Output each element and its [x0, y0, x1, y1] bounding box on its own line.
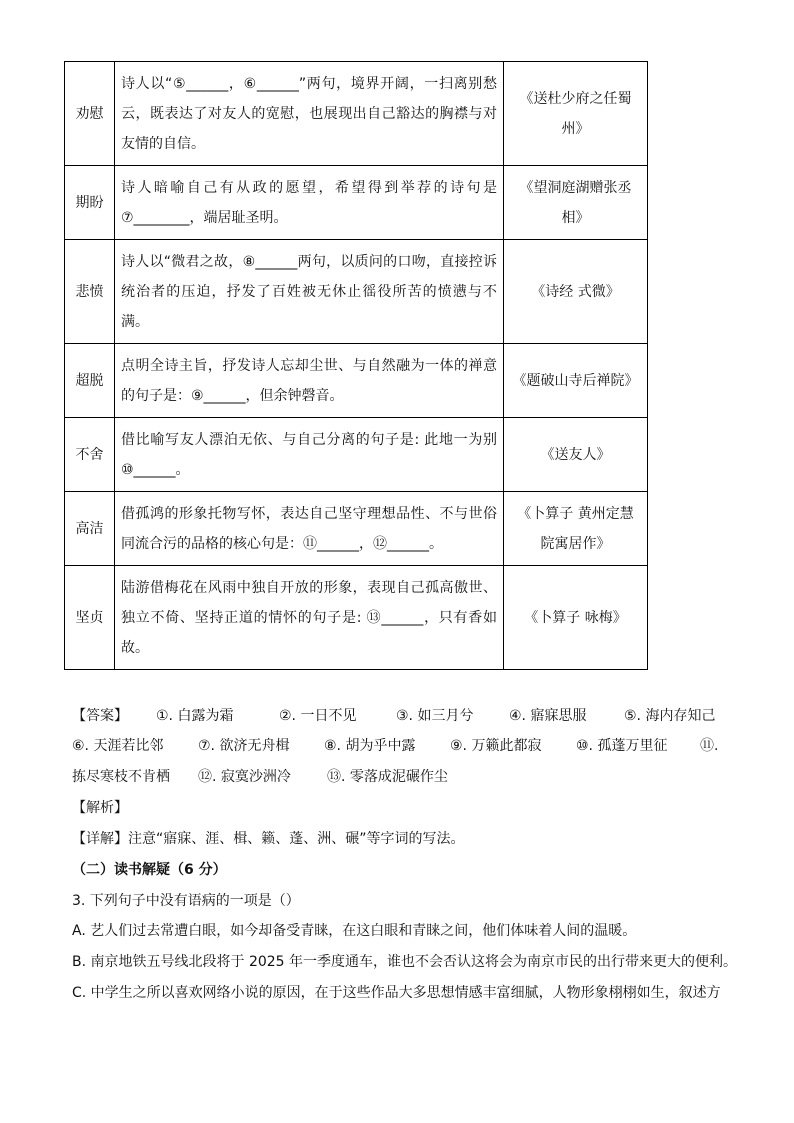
row-source: 《送友人》 — [504, 418, 648, 492]
poetry-fill-table — [64, 61, 648, 670]
table-row — [65, 240, 648, 344]
row-description: 借孤鸿的形象托物写怀，表达自己坚守理想品性、不与世俗同流合污的品格的核心句是：⑪______，⑫______。 — [115, 492, 504, 566]
row-description: 诗人以“微君之故，⑧______两句，以质问的口吻，直接控诉统治者的压迫，抒发了百姓被无休止徭役所苦的愤懑与不满。 — [115, 240, 504, 344]
answer-item: ⑫. 寂寞沙洲冷 — [198, 769, 291, 785]
answer-item: ⑪. — [700, 738, 719, 754]
answer-item: ②. 一日不见 — [279, 708, 357, 724]
question-stem: 3. 下列句子中没有语病的一项是（） — [72, 893, 300, 909]
table-row — [65, 344, 648, 418]
answer-item: ③. 如三月兮 — [396, 708, 474, 724]
row-label: 不舍 — [65, 418, 115, 492]
row-source: 《卜算子 黄州定慧院寓居作》 — [504, 492, 648, 566]
answer-item: ⑦. 欲济无舟楫 — [198, 738, 290, 754]
table-row — [65, 166, 648, 240]
answer-item: ⑨. 万籁此都寂 — [450, 738, 542, 754]
row-source: 《诗经 式微》 — [504, 240, 648, 344]
answer-item: ⑧. 胡为乎中露 — [324, 738, 416, 754]
answer-item: 拣尽寒枝不肯栖 — [72, 769, 170, 785]
table-row — [65, 492, 648, 566]
analysis-heading: 【解析】 — [72, 800, 128, 816]
table-row — [65, 418, 648, 492]
row-label: 劝慰 — [65, 62, 115, 166]
row-description: 借比喻写友人漂泊无依、与自己分离的句子是: 此地一为别⑩______。 — [115, 418, 504, 492]
section-title: （二）读书解疑（6 分） — [72, 862, 227, 878]
answer-item: ⑤. 海内存知己 — [624, 708, 716, 724]
answer-line-1 — [72, 706, 715, 726]
answer-item: ⑬. 零落成泥碾作尘 — [327, 769, 448, 785]
answer-item: ⑩. 孤蓬万里征 — [576, 738, 668, 754]
row-description: 诗人暗喻自己有从政的愿望，希望得到举荐的诗句是⑦________，端居耻圣明。 — [115, 166, 504, 240]
table-row — [65, 62, 648, 166]
row-source: 《望洞庭湖赠张丞相》 — [504, 166, 648, 240]
option-b: B. 南京地铁五号线北段将于 2025 年一季度通车，谁也不会否认这将会为南京市民的出行带来更大的便利。 — [72, 954, 738, 970]
row-label: 悲愤 — [65, 240, 115, 344]
answer-item: ④. 寤寐思服 — [509, 708, 587, 724]
row-label: 高洁 — [65, 492, 115, 566]
table-row — [65, 566, 648, 670]
option-a: A. 艺人们过去常遭白眼，如今却备受青睐，在这白眼和青睐之间，他们体味着人间的温暖。 — [72, 923, 637, 939]
row-label: 期盼 — [65, 166, 115, 240]
answer-heading: 【答案】 — [72, 708, 128, 724]
row-label: 超脱 — [65, 344, 115, 418]
answer-line-2 — [72, 736, 718, 756]
row-description: 陆游借梅花在风雨中独自开放的形象，表现自己孤高傲世、独立不倚、坚持正道的情怀的句子是: ⑬______，只有香如故。 — [115, 566, 504, 670]
row-description: 诗人以“⑤______，⑥______”两句，境界开阔，一扫离别愁云，既表达了对友人的宽慰，也展现出自己豁达的胸襟与对友情的自信。 — [115, 62, 504, 166]
row-label: 坚贞 — [65, 566, 115, 670]
analysis-detail: 【详解】注意“寤寐、涯、楫、籁、蓬、洲、碾”等字词的写法。 — [72, 831, 465, 847]
row-description: 点明全诗主旨，抒发诗人忘却尘世、与自然融为一体的禅意的句子是：⑨______，但余钟磬音。 — [115, 344, 504, 418]
row-source: 《送杜少府之任蜀州》 — [504, 62, 648, 166]
row-source: 《卜算子 咏梅》 — [504, 566, 648, 670]
answer-item: ①. 白露为霜 — [156, 708, 234, 724]
answer-item: ⑥. 天涯若比邻 — [72, 738, 164, 754]
option-c: C. 中学生之所以喜欢网络小说的原因，在于这些作品大多思想情感丰富细腻，人物形象栩栩如生，叙述方 — [72, 985, 721, 1001]
row-source: 《题破山寺后禅院》 — [504, 344, 648, 418]
answer-line-3 — [72, 767, 448, 787]
